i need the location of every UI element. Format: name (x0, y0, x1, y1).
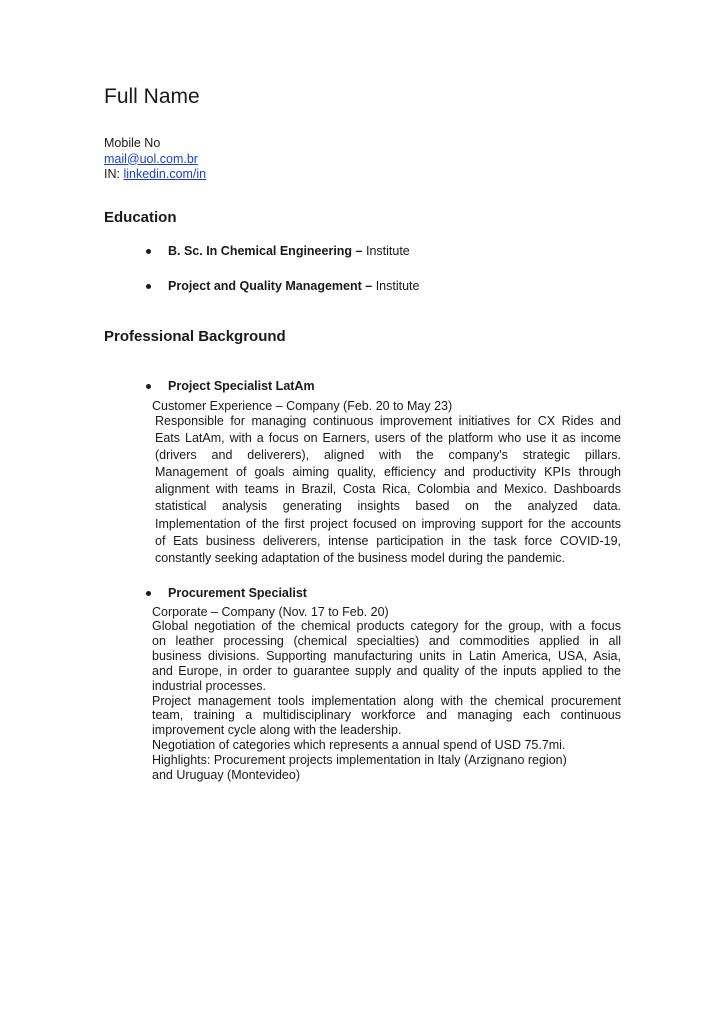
description-line: alignment with teams in Brazil, Costa Rica, Colombia and Mexico. Dashboards (155, 482, 621, 497)
mobile-number: Mobile No (104, 136, 161, 150)
description-line: Negotiation of categories which represents a annual spend of USD 75.7mi. (152, 738, 566, 753)
education-degree: Project and Quality Management (168, 279, 362, 293)
education-separator: – (361, 279, 376, 293)
education-degree: B. Sc. In Chemical Engineering (168, 244, 353, 258)
description-line: of Eats business deliverers, intense participation in the task force COVID-19, (155, 533, 621, 548)
job-description (155, 413, 621, 567)
description-line: Responsible for managing continuous improvement initiatives for CX Rides and (155, 414, 621, 428)
description-line: Management of goals aiming quality, efficiency and productivity KPIs through (155, 465, 621, 480)
description-line: Highlights: Procurement projects implementation in Italy (Arzignano region) (152, 753, 567, 768)
education-heading: Education (104, 209, 177, 226)
description-line: Implementation of the first project focused on improving support for the accounts (155, 516, 621, 531)
linkedin-link[interactable]: linkedin.com/in (123, 167, 207, 181)
education-institution: Institute (375, 279, 420, 293)
description-line: and Europe, in order to guarantee supply and quality of the inputs applied to the (152, 663, 621, 678)
description-line: Eats LatAm, with a focus on Earners, users of the platform who use it as income (155, 431, 621, 446)
bullet-icon (146, 284, 151, 289)
bullet-icon (146, 384, 151, 389)
description-line: Global negotiation of the chemical products category for the group, with a focus (152, 619, 621, 633)
description-line: statistical analysis generating insights based on the analyzed data. (155, 499, 621, 514)
description-line: Project management tools implementation along with the chemical procurement (152, 693, 621, 708)
contact-block (104, 136, 206, 183)
description-line: (drivers and deliverers), aligned with the company's strategic pillars. (155, 448, 621, 463)
bullet-icon (146, 591, 151, 596)
bullet-icon (146, 249, 151, 254)
job-subtitle: Customer Experience – Company (Feb. 20 to May 23) (152, 399, 453, 413)
description-line: team, training a multidisciplinary workforce and managing each continuous (152, 708, 621, 723)
description-line: on leather processing (chemical specialties) and commodities applied in all (152, 633, 621, 648)
professional-background-heading: Professional Background (104, 328, 286, 345)
full-name: Full Name (104, 85, 200, 108)
email-link[interactable]: mail@uol.com.br (104, 151, 198, 166)
description-line: constantly seeking adaptation of the business model during the pandemic. (155, 550, 565, 565)
description-line: improvement cycle along with the leadership. (152, 723, 402, 738)
education-separator: – (352, 244, 366, 258)
linkedin-prefix: IN: (104, 167, 124, 181)
job-role: Project Specialist LatAm (168, 379, 315, 393)
job-subtitle: Corporate – Company (Nov. 17 to Feb. 20) (152, 605, 389, 619)
description-line: business divisions. Supporting manufacturing units in Latin America, USA, Asia, (152, 648, 621, 663)
education-institution: Institute (365, 244, 410, 258)
description-line: industrial processes. (152, 678, 266, 693)
job-role: Procurement Specialist (168, 586, 307, 600)
description-line: and Uruguay (Montevideo) (152, 768, 300, 783)
job-description (152, 619, 621, 783)
